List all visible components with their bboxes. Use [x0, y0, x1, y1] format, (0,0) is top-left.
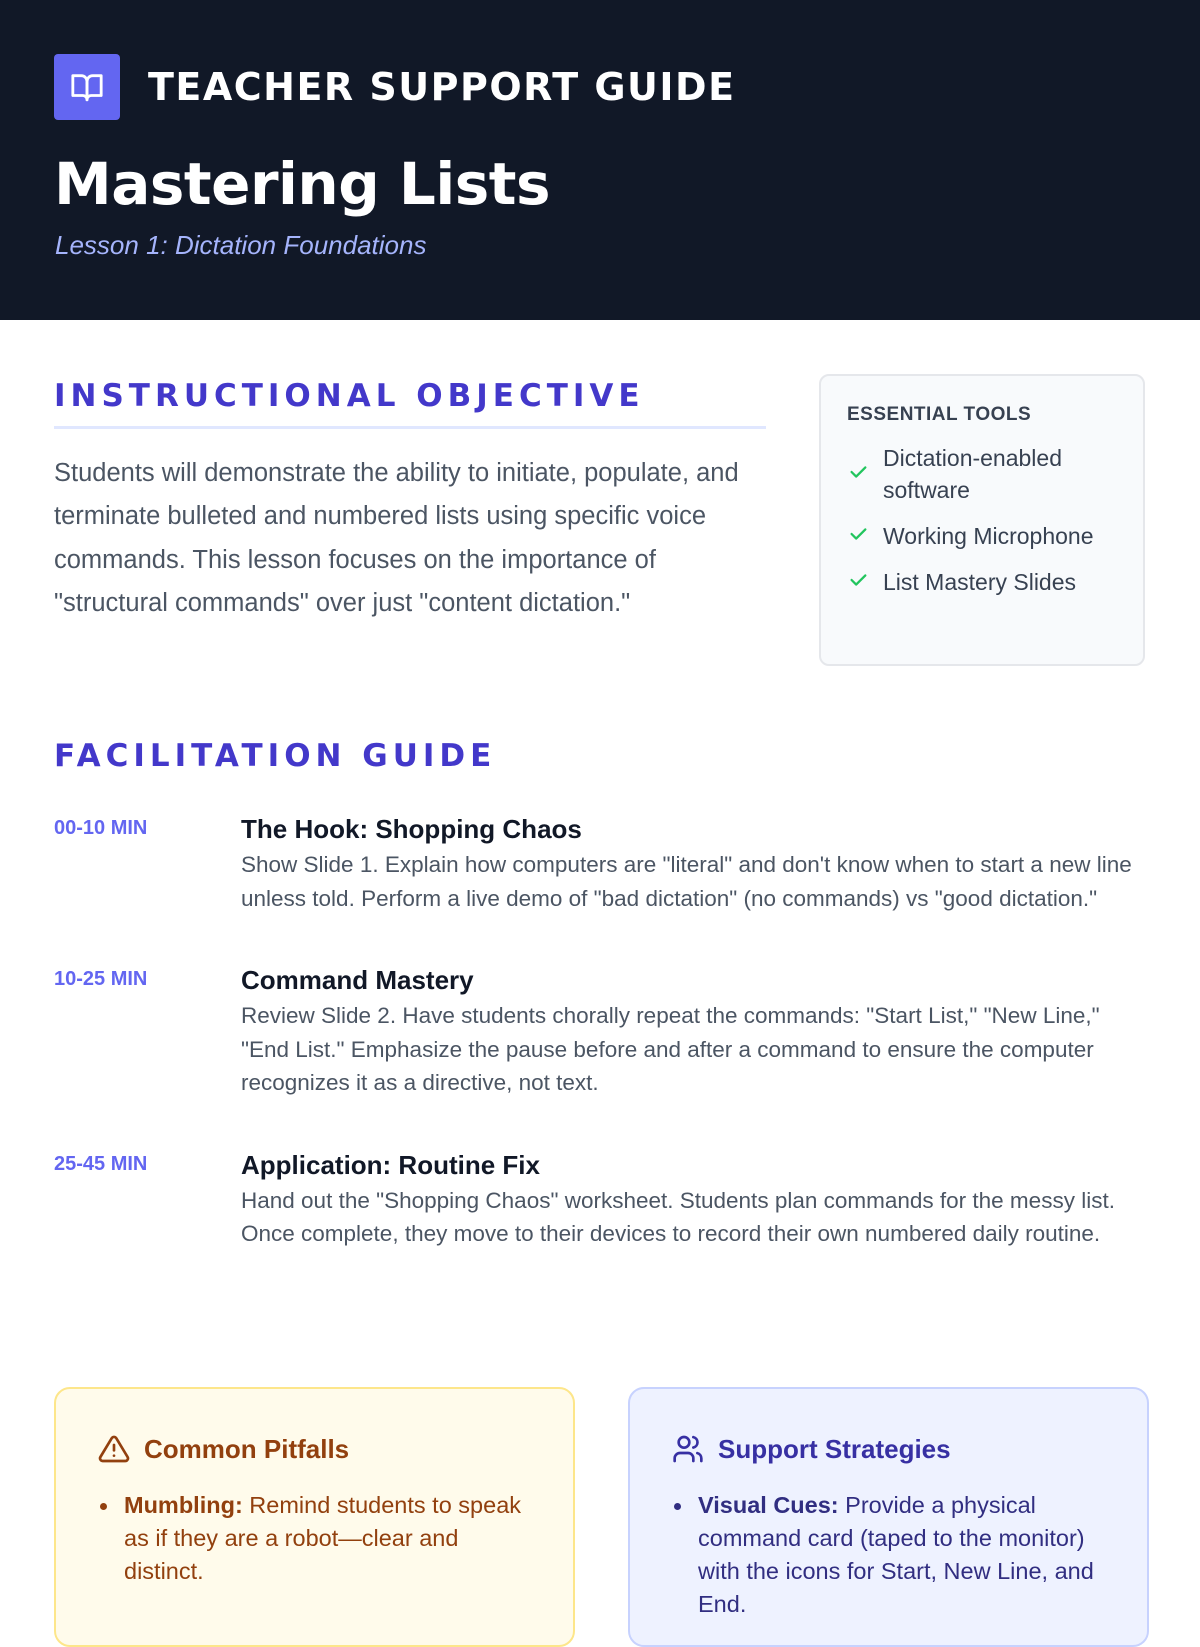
- facilitation-timeline: [54, 812, 1144, 1299]
- step-time: 25-45 MIN: [54, 1152, 148, 1175]
- pitfall-text: Remind students to speak as if they are a robot—clear and distinct.: [124, 1492, 522, 1584]
- step-time: 10-25 MIN: [54, 968, 148, 990]
- support-header: [672, 1433, 951, 1465]
- open-book-icon: [54, 54, 120, 120]
- step-body: [241, 812, 1144, 915]
- tool-item: [847, 566, 1137, 598]
- tools-title: ESSENTIAL TOOLS: [847, 404, 1032, 425]
- facilitation-heading: FACILITATION GUIDE: [54, 738, 497, 774]
- page-title: Mastering Lists: [54, 150, 551, 218]
- step-description: Show Slide 1. Explain how computers are "literal" and don't know when to start a new line unless told. Perform a live demo of "bad dictation" (no commands) vs "good dictation.": [241, 852, 1132, 911]
- step-title: The Hook: Shopping Chaos: [241, 814, 582, 844]
- tool-item: [847, 520, 1137, 552]
- objective-divider: [54, 426, 766, 429]
- pitfalls-header: [98, 1433, 349, 1465]
- users-icon: [672, 1433, 704, 1465]
- page-subtitle: Lesson 1: Dictation Foundations: [55, 230, 427, 260]
- step-description: Review Slide 2. Have students chorally repeat the commands: "Start List," "New Line," "End List." Emphasize the pause before and after a command to ensure the computer recognizes it as a directive, not text.: [241, 1003, 1100, 1095]
- pitfalls-list: [98, 1489, 538, 1588]
- common-pitfalls-card: [54, 1387, 575, 1647]
- support-list: [672, 1489, 1112, 1621]
- timeline-step: [54, 812, 1144, 915]
- support-term: Visual Cues:: [698, 1492, 839, 1518]
- support-text: Provide a physical command card (taped to the monitor) with the icons for Start, New Line, and End.: [698, 1492, 1094, 1617]
- support-item: [672, 1489, 1112, 1621]
- tool-label: Working Microphone: [883, 523, 1094, 549]
- guide-eyebrow: TEACHER SUPPORT GUIDE: [148, 65, 736, 109]
- objective-heading: INSTRUCTIONAL OBJECTIVE: [54, 378, 645, 414]
- step-time: 00-10 MIN: [54, 817, 148, 839]
- pitfall-term: Mumbling:: [124, 1492, 243, 1518]
- page-header: [0, 0, 1200, 320]
- check-icon: [847, 461, 869, 488]
- tools-list: [847, 442, 1137, 612]
- step-body: [241, 963, 1144, 1100]
- tool-label: List Mastery Slides: [883, 569, 1077, 595]
- timeline-step: [54, 1148, 1144, 1251]
- timeline-step: [54, 963, 1144, 1100]
- step-description: Hand out the "Shopping Chaos" worksheet. Students plan commands for the messy list. Once complete, they move to their devices to record their own numbered daily routine.: [241, 1187, 1115, 1246]
- step-title: Application: Routine Fix: [241, 1149, 540, 1180]
- step-title: Command Mastery: [241, 965, 474, 995]
- essential-tools-card: [819, 374, 1145, 666]
- check-icon: [847, 523, 869, 550]
- objective-text: Students will demonstrate the ability to initiate, populate, and terminate bulleted and numbered lists using specific voice commands. This lesson focuses on the importance of "structural commands" over just "content dictation.": [54, 459, 739, 618]
- pitfalls-title: Common Pitfalls: [144, 1433, 350, 1464]
- support-strategies-card: [628, 1387, 1149, 1647]
- tool-item: [847, 442, 1137, 506]
- tool-label: Dictation-enabled software: [883, 445, 1063, 503]
- pitfall-item: [98, 1489, 538, 1588]
- step-body: [241, 1148, 1144, 1251]
- support-title: Support Strategies: [718, 1433, 951, 1464]
- warning-triangle-icon: [98, 1433, 130, 1465]
- check-icon: [847, 569, 869, 596]
- brand-row: [54, 54, 736, 120]
